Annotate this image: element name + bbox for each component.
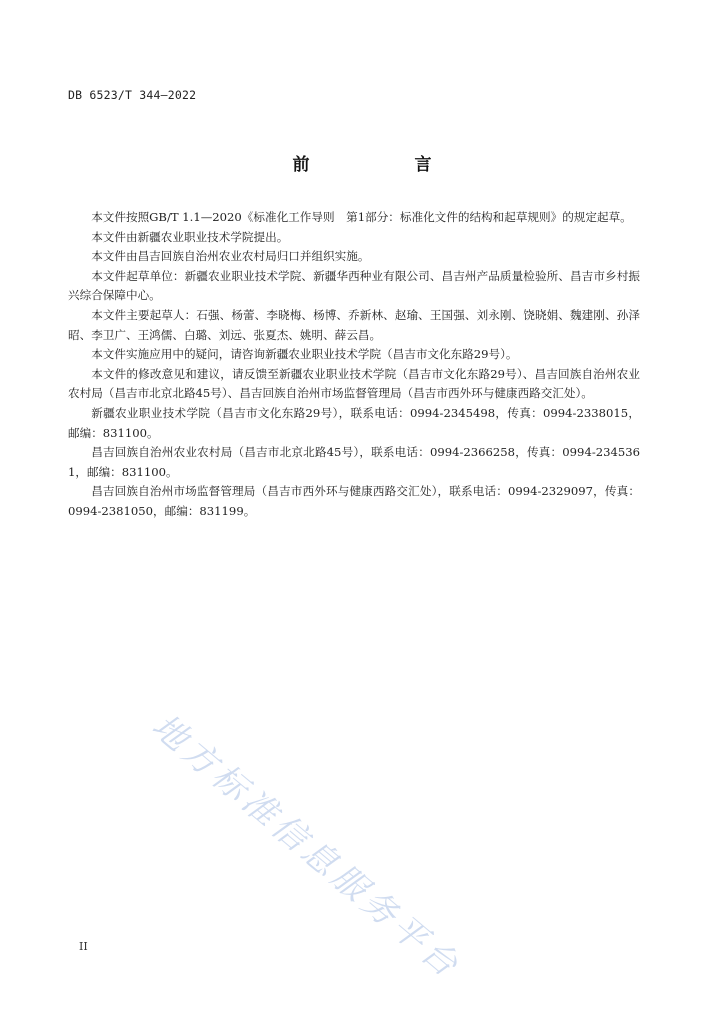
watermark: 地方标准信息服务平台	[144, 706, 469, 988]
page-number: II	[79, 940, 88, 953]
paragraph-proposer: 本文件由新疆农业职业技术学院提出。	[91, 229, 289, 244]
paragraph-drafters: 本文件主要起草人：石强、杨蕾、李晓梅、杨博、乔新林、赵瑜、王国强、刘永刚、饶晓娟、魏建刚、孙泽昭、李卫广、王鸿儒、白璐、刘远、张夏杰、姚明、薛云昌。	[68, 307, 640, 342]
contact-agriculture-bureau: 昌吉回族自治州农业农村局（昌吉市北京北路45号），联系电话：0994-2366258，传真：0994-2345361，邮编：831100。	[68, 445, 640, 479]
paragraph-drafting-units: 本文件起草单位：新疆农业职业技术学院、新疆华西种业有限公司、昌吉州产品质量检验所、昌吉市乡村振兴综合保障中心。	[68, 268, 640, 303]
paragraph-drafting-rules: 本文件按照GB/T 1.1—2020《标准化工作导则 第1部分：标准化文件的结构和起草规则》的规定起草。	[91, 210, 632, 224]
paragraph-administrator: 本文件由昌吉回族自治州农业农村局归口并组织实施。	[91, 249, 370, 264]
contact-college: 新疆农业职业技术学院（昌吉市文化东路29号），联系电话：0994-2345498，传真：0994-2338015，邮编：831100。	[68, 405, 640, 440]
page-title: 前 言	[292, 155, 476, 175]
paragraph-inquiries: 本文件实施应用中的疑问，请咨询新疆农业职业技术学院（昌吉市文化东路29号）。	[91, 347, 518, 362]
paragraph-feedback: 本文件的修改意见和建议，请反馈至新疆农业职业技术学院（昌吉市文化东路29号）、昌吉回族自治州农业农村局（昌吉市北京北路45号）、昌吉回族自治州市场监督管理局（昌吉市西外环与健康西路交汇处）。	[68, 366, 640, 401]
standard-code: DB 6523/T 344—2022	[68, 88, 197, 102]
foreword-body	[68, 208, 640, 522]
contact-market-supervision: 昌吉回族自治州市场监督管理局（昌吉市西外环与健康西路交汇处），联系电话：0994-2329097，传真：0994-2381050，邮编：831199。	[68, 484, 640, 518]
